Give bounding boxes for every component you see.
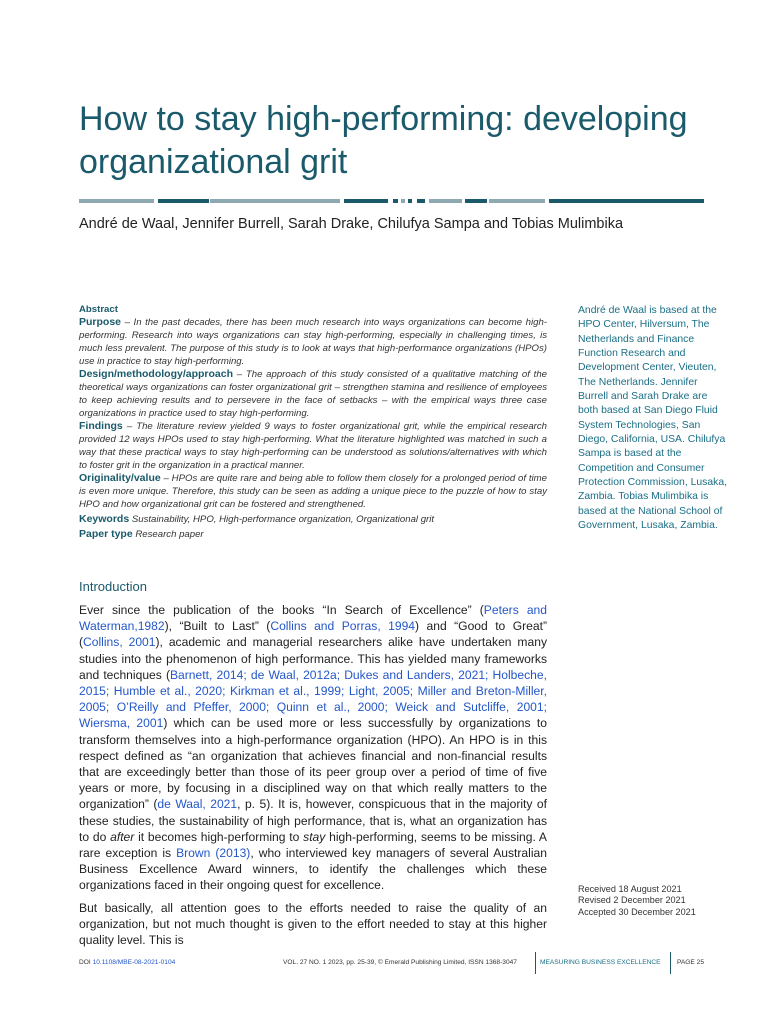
body-text-segment: high-performing, seems to be missing. A rare exception is bbox=[79, 829, 547, 861]
author-conjunction: and bbox=[479, 216, 512, 232]
page-footer bbox=[79, 952, 707, 974]
author-list bbox=[79, 216, 719, 232]
emphasized-text: stay bbox=[303, 829, 326, 844]
papertype-text: Research paper bbox=[132, 529, 204, 540]
accepted-date: Accepted 30 December 2021 bbox=[578, 906, 696, 917]
introduction-heading: Introduction bbox=[79, 579, 147, 594]
volume-info: VOL. 27 NO. 1 2023, pp. 25-39, © Emerald Publishing Limited, ISSN 1368-3047 bbox=[283, 959, 517, 966]
emphasized-text: after bbox=[110, 829, 135, 844]
body-text-segment: it becomes high-performing to bbox=[134, 829, 304, 844]
body-text-segment: ) which can be used more or less successfully by organizations to transform themselves into a high-performance organization (HPO). An HPO is in this respect defined as “an organization that achieves financial and non-financial results that are exceedingly better than those of its peer group over a period of time of five years or more, by focusing in a disciplined way on that which really matters to the organization” ( bbox=[79, 716, 547, 812]
body-text-segment: ), “Built to Last” ( bbox=[164, 619, 271, 634]
received-date: Received 18 August 2021 bbox=[578, 884, 682, 894]
keywords-text: Sustainability, HPO, High-performance organization, Organizational grit bbox=[129, 514, 435, 525]
body-text-segment: , who interviewed key managers of several Australian Business Excellence Award winners, to identify the challenges which these organizations faced in their ongoing quest for excellence. bbox=[79, 846, 547, 893]
doi bbox=[79, 959, 175, 966]
author-last: Tobias Mulimbika bbox=[511, 216, 624, 232]
body-text-segment: Ever since the publication of the books “In Search of Excellence” ( bbox=[79, 603, 484, 617]
citation-link[interactable]: Collins, 2001 bbox=[83, 635, 156, 650]
footer-divider bbox=[535, 952, 536, 974]
doi-label: DOI bbox=[79, 959, 93, 966]
originality-text: – HPOs are quite rare and being able to follow them closely for a prolonged period of time is even more unique. Therefore, this study can be seen as adding a unique piece to the puzzle of how to stay HPO and how organizational grit can be fostered and strengthened. bbox=[79, 473, 547, 510]
findings-label: Findings bbox=[79, 420, 123, 432]
body-paragraph-1 bbox=[79, 602, 547, 894]
footer-divider bbox=[670, 952, 671, 974]
article-title: How to stay high-performing: developing organizational grit bbox=[79, 100, 688, 181]
originality-label: Originality/value bbox=[79, 472, 161, 484]
citation-link[interactable]: Barnett, 2014; de Waal, 2012a; Dukes and Landers, 2021; Holbeche, 2015; Humble et al., 2020; Kirkman et al., 1999; Light, 2005; Miller and Breton-Miller, 2005; O’Reilly and Pfeffer, 2000; Quinn et al., 2000; Weick and Sutcliffe, 2001; Wiersma, 2001 bbox=[79, 667, 547, 731]
design-text: – The approach of this study consisted of a qualitative matching of the theoretical ways organizations can foster organizational grit – strengthen stamina and resilience of employees to keep achieving results and to persevere in the face of setbacks – with the empirical ways three case organizations in practice used to stay high-performing. bbox=[79, 369, 547, 419]
purpose-text: – In the past decades, there has been much research into ways organizations can become high-performing. Research into ways organizations can stay high-performing, especially in challenging times, is much less prevalent. The purpose of this study is to look at ways that high-performance organizations (HPOs) use in practice to stay high-performing. bbox=[79, 317, 547, 367]
page-number: PAGE 25 bbox=[677, 959, 704, 966]
author-affiliations: André de Waal is based at the HPO Center, Hilversum, The Netherlands and Finance Function Research and Development Center, Vieuten, The Netherlands. Jennifer Burrell and Sarah Drake are both based at San Diego Fluid System Technologies, San Diego, California, USA. Chilufya Sampa is based at the Competition and Consumer Protection Commission, Lusaka, Zambia. Tobias Mulimbika is based at the National School of Government, Lusaka, Zambia. bbox=[578, 305, 727, 532]
body-text-segment: ), academic and managerial researchers alike have undertaken many studies into the phenomenon of high performance. This has yielded many frameworks and techniques ( bbox=[79, 635, 548, 682]
journal-name: MEASURING BUSINESS EXCELLENCE bbox=[540, 959, 661, 966]
findings-text: – The literature review yielded 9 ways to foster organizational grit, while the empirical research provided 12 ways HPOs used to stay high-performing. What the literature highlighted was matched in such a way that these practical ways to stay high-performing can be understood as solutions/alternatives with which to foster grit in the organization in a practical manner. bbox=[79, 421, 547, 471]
purpose-label: Purpose bbox=[79, 316, 122, 328]
doi-link[interactable]: 10.1108/MBE-08-2021-0104 bbox=[92, 959, 176, 966]
design-label: Design/methodology/approach bbox=[79, 368, 234, 380]
author-names: André de Waal, Jennifer Burrell, Sarah Drake, Chilufya Sampa bbox=[79, 216, 480, 232]
keywords-label: Keywords bbox=[79, 513, 130, 525]
body-text-segment: ) and “Good to Great” ( bbox=[79, 619, 548, 650]
citation-link[interactable]: de Waal, 2021 bbox=[157, 797, 238, 812]
received-dates bbox=[578, 884, 728, 918]
abstract-heading: Abstract bbox=[79, 304, 118, 315]
body-text bbox=[79, 602, 547, 954]
citation-link[interactable]: Brown (2013) bbox=[176, 846, 251, 861]
body-paragraph-2: But basically, all attention goes to the efforts needed to raise the quality of an organization, but not much thought is given to the effort needed to stay at this higher quality level. This is bbox=[79, 900, 547, 948]
citation-link[interactable]: Peters and Waterman,1982 bbox=[79, 603, 548, 634]
citation-link[interactable]: Collins and Porras, 1994 bbox=[270, 619, 416, 634]
revised-date: Revised 2 December 2021 bbox=[578, 895, 686, 906]
body-text-segment: , p. 5). It is, however, conspicuous that in the majority of these studies, the sustainability of high performance, that is, what an organization has to do bbox=[79, 797, 547, 844]
title-divider bbox=[79, 197, 704, 205]
papertype-label: Paper type bbox=[79, 528, 133, 540]
abstract bbox=[79, 303, 547, 541]
